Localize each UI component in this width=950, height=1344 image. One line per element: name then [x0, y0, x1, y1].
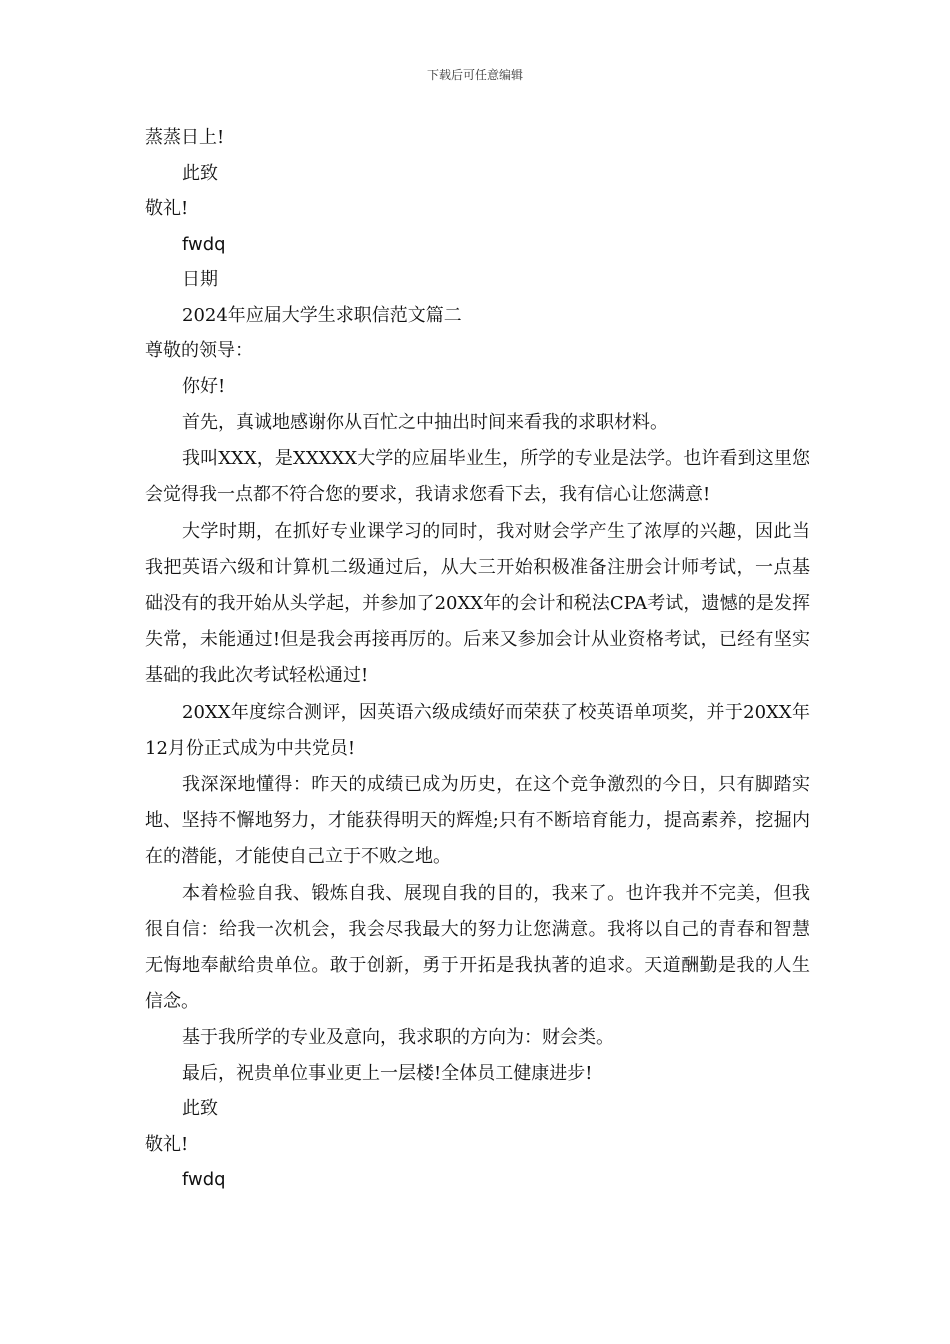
salute-line: 敬礼!	[145, 198, 189, 219]
signature: fwdq	[182, 1169, 226, 1191]
direction-line: 基于我所学的专业及意向，我求职的方向为：财会类。	[182, 1027, 614, 1049]
signature: fwdq	[182, 233, 226, 255]
salute-line: 敬礼!	[145, 1133, 189, 1155]
document-body	[145, 120, 810, 1198]
text-line: 蒸蒸日上!	[145, 127, 225, 148]
section-title: 2024年应届大学生求职信范文篇二	[182, 304, 462, 326]
date-label: 日期	[182, 269, 218, 290]
paragraph: 本着检验自我、锻炼自我、展现自我的目的，我来了。也许我并不完美，但我很自信：给我一次机会，我会尽我最大的努力让您满意。我将以自己的青春和智慧无悔地奉献给贵单位。敢于创新，勇于开拓是我执著的追求。天道酬勤是我的人生信念。	[145, 882, 810, 1013]
closing-line: 此致	[182, 162, 218, 184]
paragraph: 20XX年度综合测评，因英语六级成绩好而荣获了校英语单项奖，并于20XX年12月份正式成为中共党员!	[145, 701, 810, 759]
paragraph: 首先，真诚地感谢你从百忙之中抽出时间来看我的求职材料。	[182, 412, 668, 433]
paragraph: 我深深地懂得：昨天的成绩已成为历史，在这个竞争激烈的今日，只有脚踏实地、坚持不懈地努力，才能获得明天的辉煌;只有不断培育能力，提高素养，挖掘内在的潜能，才能使自己立于不败之地。	[145, 774, 810, 868]
hello-line: 你好!	[182, 375, 226, 397]
greeting: 尊敬的领导：	[145, 340, 253, 361]
paragraph: 大学时期，在抓好专业课学习的同时，我对财会学产生了浓厚的兴趣，因此当我把英语六级和计算机二级通过后，从大三开始积极准备注册会计师考试，一点基础没有的我开始从头学起，并参加了20XX年的会计和税法CPA考试，遗憾的是发挥失常，未能通过!但是我会再接再厉的。后来又参加会计从业资格考试，已经有坚实基础的我此次考试轻松通过!	[145, 520, 810, 687]
closing-line: 此致	[182, 1098, 218, 1120]
paragraph: 我叫XXX，是XXXXX大学的应届毕业生，所学的专业是法学。也许看到这里您会觉得我一点都不符合您的要求，我请求您看下去，我有信心让您满意!	[145, 448, 810, 506]
wish-line: 最后，祝贵单位事业更上一层楼!全体员工健康进步!	[182, 1062, 593, 1084]
page-header: 下载后可任意编辑	[426, 68, 523, 82]
